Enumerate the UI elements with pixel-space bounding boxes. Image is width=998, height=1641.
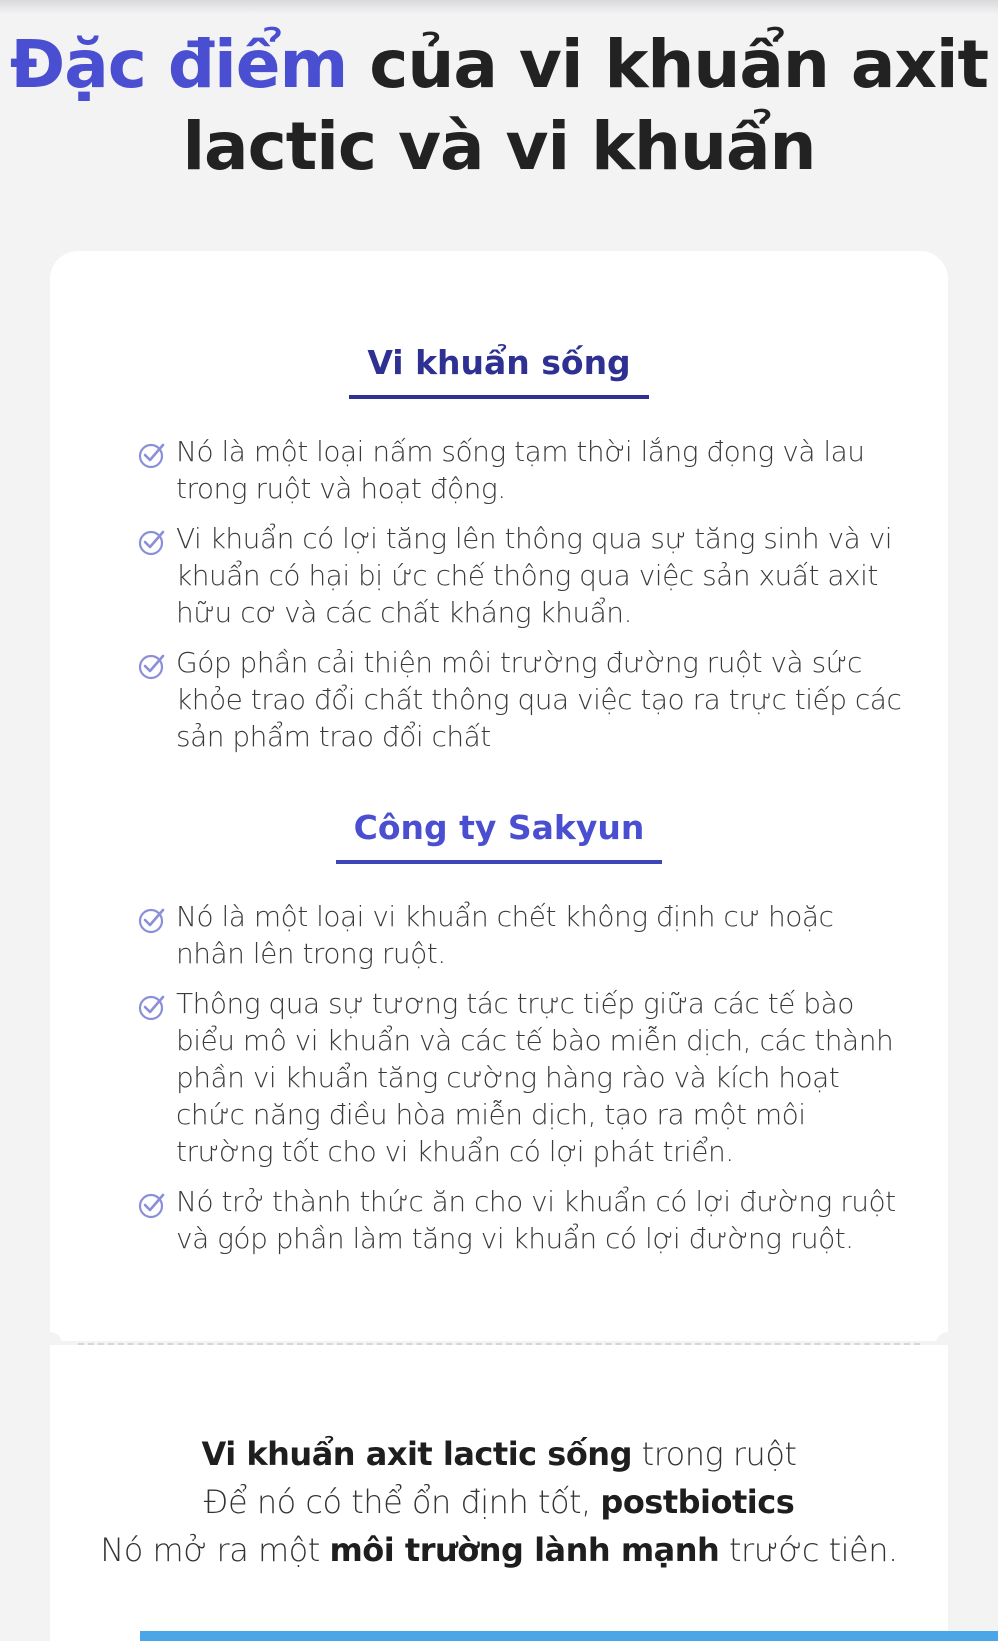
check-circle-icon bbox=[138, 528, 166, 556]
list-item-text: Góp phần cải thiện môi trường đường ruột và sức khỏe trao đổi chất thông qua việc tạo ra trực tiếp các sản phẩm trao đổi chất bbox=[176, 646, 902, 753]
summary-line2-start: Để nó có thể ổn định tốt, bbox=[203, 1483, 601, 1521]
summary-card bbox=[50, 1345, 948, 1641]
list-item bbox=[138, 520, 908, 631]
check-circle-icon bbox=[138, 652, 166, 680]
section-heading-live bbox=[50, 341, 948, 399]
postbiotics-list bbox=[138, 898, 908, 1270]
section-heading-sakyun-text: Công ty Sakyun bbox=[336, 806, 663, 864]
list-item-text: Thông qua sự tương tác trực tiếp giữa các tế bào biểu mô vi khuẩn và các tế bào miễn dịch, các thành phần vi khuẩn tăng cường hàng rào và kích hoạt chức năng điều hòa miễn dịch, tạo ra một môi trường tốt cho vi khuẩn có lợi phát triển. bbox=[176, 987, 894, 1168]
list-item bbox=[138, 898, 908, 972]
section-heading-live-text: Vi khuẩn sống bbox=[349, 341, 648, 399]
list-item-text: Nó là một loại vi khuẩn chết không định cư hoặc nhân lên trong ruột. bbox=[176, 900, 834, 970]
check-circle-icon bbox=[138, 906, 166, 934]
summary-line3-start: Nó mở ra một bbox=[100, 1531, 330, 1569]
list-item-text: Nó là một loại nấm sống tạm thời lắng đọng và lau trong ruột và hoạt động. bbox=[176, 435, 865, 505]
check-circle-icon bbox=[138, 1191, 166, 1219]
check-circle-icon bbox=[138, 441, 166, 469]
title-line2: lactic và vi khuẩn bbox=[182, 108, 816, 185]
summary-line3-bold: môi trường lành mạnh bbox=[329, 1531, 720, 1569]
section-heading-sakyun bbox=[50, 806, 948, 864]
list-item-text: Vi khuẩn có lợi tăng lên thông qua sự tăng sinh và vi khuẩn có hại bị ức chế thông qua việc sản xuất axit hữu cơ và các chất kháng khuẩn. bbox=[176, 522, 893, 629]
summary-line3-end: trước tiên. bbox=[719, 1531, 898, 1569]
summary-line2-bold: postbiotics bbox=[600, 1483, 795, 1521]
check-circle-icon bbox=[138, 993, 166, 1021]
list-item-text: Nó trở thành thức ăn cho vi khuẩn có lợi đường ruột và góp phần làm tăng vi khuẩn có lợi đường ruột. bbox=[176, 1185, 896, 1255]
list-item bbox=[138, 1183, 908, 1257]
list-item bbox=[138, 644, 908, 755]
comparison-card bbox=[50, 251, 948, 1341]
bottom-accent-bar bbox=[140, 1631, 998, 1641]
live-bacteria-list bbox=[138, 433, 908, 768]
top-shadow bbox=[0, 0, 998, 14]
page-title bbox=[0, 24, 998, 188]
list-item bbox=[138, 985, 908, 1170]
summary-text bbox=[50, 1430, 948, 1574]
title-accent: Đặc điểm bbox=[9, 26, 348, 103]
title-rest-line1: của vi khuẩn axit bbox=[347, 26, 989, 103]
summary-line1-rest: trong ruột bbox=[631, 1435, 797, 1473]
list-item bbox=[138, 433, 908, 507]
summary-line1-bold: Vi khuẩn axit lactic sống bbox=[201, 1435, 632, 1473]
